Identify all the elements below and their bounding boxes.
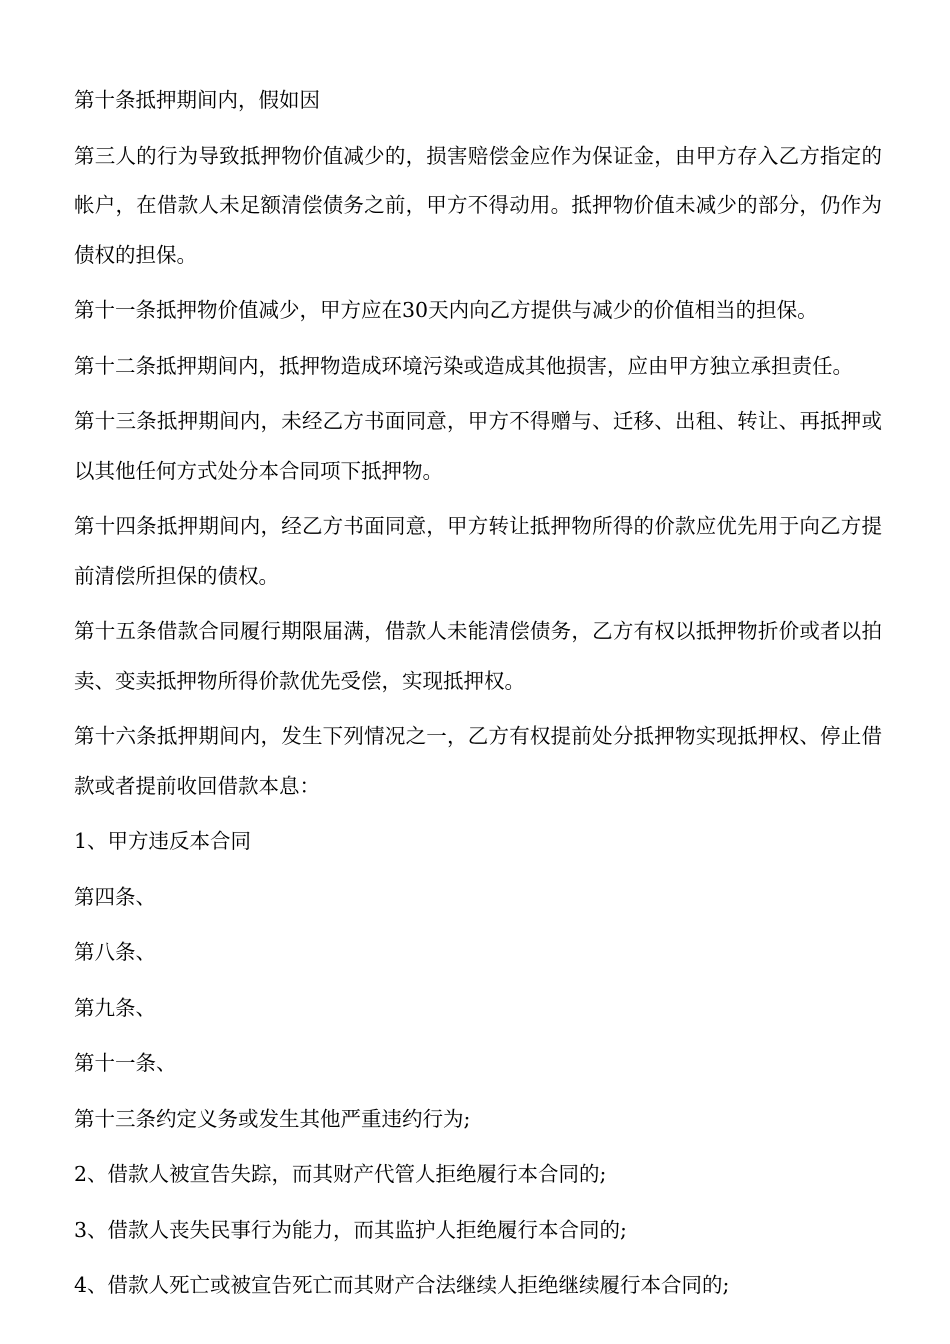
list-item-3: 3、借款人丧失民事行为能力，而其监护人拒绝履行本合同的; — [74, 1217, 627, 1242]
paragraph-article-10: 第十条抵押期间内，假如因 — [74, 88, 320, 112]
paragraph-article-15: 第十五条借款合同履行期限届满，借款人未能清偿债务，乙方有权以抵押物折价或者以拍卖、变卖抵押物所得价款优先受偿，实现抵押权。 — [74, 619, 882, 693]
list-item-article-8: 第八条、 — [74, 940, 156, 964]
paragraph-article-16: 第十六条抵押期间内，发生下列情况之一，乙方有权提前处分抵押物实现抵押权、停止借款或者提前收回借款本息： — [74, 724, 882, 798]
list-item-4: 4、借款人死亡或被宣告死亡而其财产合法继续人拒绝继续履行本合同的; — [74, 1273, 730, 1297]
list-item-article-11: 第十一条、 — [74, 1051, 177, 1075]
list-item-2: 2、借款人被宣告失踪，而其财产代管人拒绝履行本合同的; — [74, 1162, 607, 1186]
list-item-article-9: 第九条、 — [74, 995, 156, 1020]
paragraph-third-party-damage: 第三人的行为导致抵押物价值减少的，损害赔偿金应作为保证金，由甲方存入乙方指定的帐户，在借款人未足额清偿债务之前，甲方不得动用。抵押物价值未减少的部分，仍作为债权的担保。 — [74, 143, 882, 267]
document-page — [74, 76, 882, 1317]
paragraph-article-14: 第十四条抵押期间内，经乙方书面同意，甲方转让抵押物所得的价款应优先用于向乙方提前清偿所担保的债权。 — [74, 514, 882, 588]
list-item-1: 1、甲方违反本合同 — [74, 829, 252, 853]
paragraph-article-11: 第十一条抵押物价值减少，甲方应在30天内向乙方提供与减少的价值相当的担保。 — [74, 298, 818, 322]
paragraph-article-13: 第十三条抵押期间内，未经乙方书面同意，甲方不得赠与、迁移、出租、转让、再抵押或以其他任何方式处分本合同项下抵押物。 — [74, 409, 882, 483]
list-item-article-4: 第四条、 — [74, 884, 156, 909]
list-item-article-13: 第十三条约定义务或发生其他严重违约行为; — [74, 1106, 471, 1131]
paragraph-article-12: 第十二条抵押期间内，抵押物造成环境污染或造成其他损害，应由甲方独立承担责任。 — [74, 353, 853, 378]
